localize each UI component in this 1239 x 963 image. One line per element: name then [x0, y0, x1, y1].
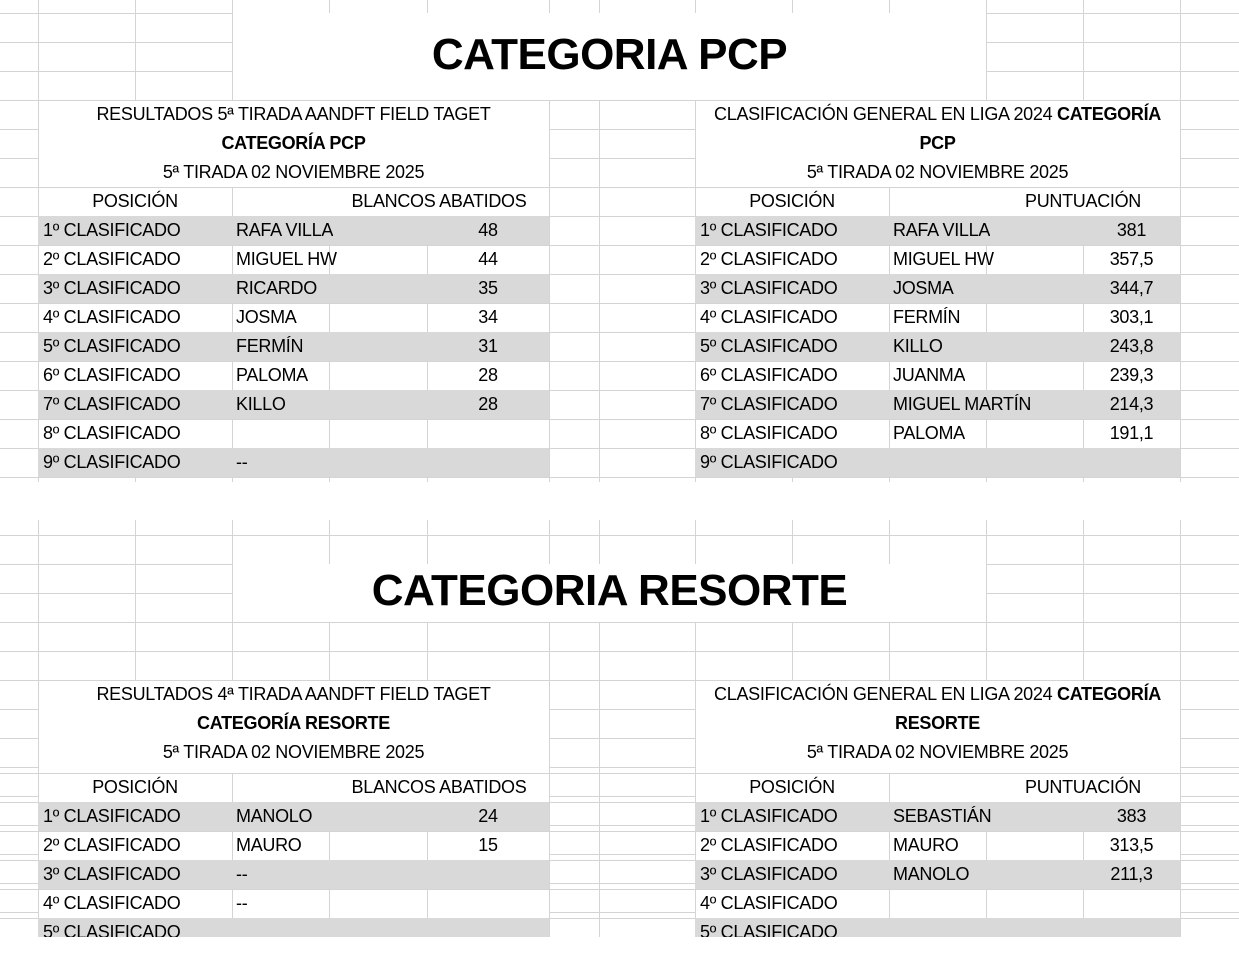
table-subheading: CATEGORÍA RESORTE: [197, 713, 390, 733]
name-cell: MANOLO: [236, 806, 313, 826]
table-date: 5ª TIRADA 02 NOVIEMBRE 2025: [162, 162, 425, 182]
name-cell: --: [236, 893, 248, 913]
table-heading: [695, 680, 1180, 709]
value-cell: 191,1: [1109, 423, 1154, 443]
name-cell: MAURO: [893, 835, 959, 855]
value-cell: 44: [478, 249, 498, 269]
name-cell: PALOMA: [893, 423, 965, 443]
table-subheading: RESORTE: [895, 713, 980, 733]
column-header-position: POSICIÓN: [749, 191, 835, 211]
name-cell: MIGUEL HW: [236, 249, 337, 269]
heading-bold-text: CATEGORÍA: [1057, 104, 1161, 124]
heading-text: CLASIFICACIÓN GENERAL EN LIGA 2024: [714, 684, 1057, 704]
value-cell: 211,3: [1110, 864, 1153, 884]
name-cell: MAURO: [236, 835, 302, 855]
value-cell: 28: [478, 394, 498, 414]
name-cell: FERMÍN: [893, 307, 961, 327]
value-cell: 383: [1116, 806, 1147, 826]
table-date: 5ª TIRADA 02 NOVIEMBRE 2025: [806, 742, 1069, 762]
table-heading: [695, 100, 1180, 129]
value-cell: [427, 860, 549, 889]
value-cell: 313,5: [1109, 835, 1154, 855]
gridline: [1180, 0, 1181, 482]
position-cell: 2º CLASIFICADO: [43, 835, 181, 855]
name-cell: JOSMA: [893, 278, 954, 298]
value-cell: 24: [478, 806, 498, 826]
value-cell: 243,8: [1109, 336, 1154, 356]
position-cell: 3º CLASIFICADO: [700, 864, 838, 884]
section-title: CATEGORIA RESORTE: [371, 566, 848, 615]
heading-bold-text: CATEGORÍA: [1057, 684, 1161, 704]
value-cell: 344,7: [1109, 278, 1154, 298]
column-header-position: POSICIÓN: [92, 191, 178, 211]
value-cell: 48: [478, 220, 498, 240]
position-cell: 1º CLASIFICADO: [700, 220, 838, 240]
name-cell: SEBASTIÁN: [893, 806, 992, 826]
position-cell: 7º CLASIFICADO: [700, 394, 838, 414]
name-cell: MANOLO: [893, 864, 970, 884]
value-cell: 239,3: [1109, 365, 1154, 385]
name-cell: JOSMA: [236, 307, 297, 327]
name-cell: --: [236, 864, 248, 884]
value-cell: 15: [478, 835, 498, 855]
position-cell: 2º CLASIFICADO: [43, 249, 181, 269]
gridline: [0, 622, 1239, 623]
heading-text: CLASIFICACIÓN GENERAL EN LIGA 2024: [714, 104, 1057, 124]
position-cell: 4º CLASIFICADO: [43, 307, 181, 327]
position-cell: 5º CLASIFICADO: [700, 922, 838, 937]
gridline: [0, 651, 1239, 652]
position-cell: 6º CLASIFICADO: [43, 365, 181, 385]
name-cell: KILLO: [236, 394, 286, 414]
position-cell: 5º CLASIFICADO: [43, 336, 181, 356]
value-cell: [427, 419, 549, 448]
name-cell: PALOMA: [236, 365, 308, 385]
name-cell: RICARDO: [236, 278, 317, 298]
position-cell: 5º CLASIFICADO: [700, 336, 838, 356]
name-cell: FERMÍN: [236, 336, 304, 356]
name-cell: RAFA VILLA: [236, 220, 334, 240]
gridline: [232, 773, 233, 802]
name-cell: --: [236, 452, 248, 472]
column-header-value: BLANCOS ABATIDOS: [351, 191, 527, 211]
position-cell: 8º CLASIFICADO: [700, 423, 838, 443]
value-cell: 35: [478, 278, 498, 298]
value-cell: [1083, 448, 1180, 477]
value-cell: 34: [478, 307, 498, 327]
name-cell: JUANMA: [893, 365, 966, 385]
value-cell: 31: [478, 336, 498, 356]
value-cell: [427, 889, 549, 918]
column-header-position: POSICIÓN: [749, 777, 835, 797]
gridline: [889, 773, 890, 802]
value-cell: [427, 918, 549, 937]
table-date: 5ª TIRADA 02 NOVIEMBRE 2025: [806, 162, 1069, 182]
position-cell: 4º CLASIFICADO: [700, 307, 838, 327]
position-cell: 7º CLASIFICADO: [43, 394, 181, 414]
table-date: 5ª TIRADA 02 NOVIEMBRE 2025: [162, 742, 425, 762]
table-heading: RESULTADOS 4ª TIRADA AANDFT FIELD TAGET: [96, 684, 491, 704]
position-cell: 4º CLASIFICADO: [700, 893, 838, 913]
position-cell: 9º CLASIFICADO: [700, 452, 838, 472]
column-header-position: POSICIÓN: [92, 777, 178, 797]
position-cell: 6º CLASIFICADO: [700, 365, 838, 385]
gridline: [0, 535, 1239, 536]
position-cell: 1º CLASIFICADO: [43, 806, 181, 826]
gridline: [889, 187, 890, 216]
position-cell: 3º CLASIFICADO: [43, 864, 181, 884]
table-subheading: CATEGORÍA PCP: [221, 133, 366, 153]
position-cell: 9º CLASIFICADO: [43, 452, 181, 472]
column-header-value: PUNTUACIÓN: [1024, 777, 1141, 797]
value-cell: 357,5: [1109, 249, 1154, 269]
name-cell: RAFA VILLA: [893, 220, 991, 240]
column-header-value: BLANCOS ABATIDOS: [351, 777, 527, 797]
position-cell: 3º CLASIFICADO: [43, 278, 181, 298]
value-cell: 381: [1116, 220, 1147, 240]
value-cell: [1083, 889, 1180, 918]
value-cell: [1083, 918, 1180, 937]
name-cell: MIGUEL HW: [893, 249, 994, 269]
gridline: [0, 477, 1239, 478]
position-cell: 1º CLASIFICADO: [43, 220, 181, 240]
position-cell: 3º CLASIFICADO: [700, 278, 838, 298]
name-cell: MIGUEL MARTÍN: [893, 394, 1032, 414]
value-cell: [427, 448, 549, 477]
position-cell: 2º CLASIFICADO: [700, 249, 838, 269]
table-subheading: PCP: [919, 133, 956, 153]
value-cell: 28: [478, 365, 498, 385]
value-cell: 214,3: [1109, 394, 1154, 414]
gridline: [232, 187, 233, 216]
column-header-value: PUNTUACIÓN: [1024, 191, 1141, 211]
value-cell: 303,1: [1109, 307, 1154, 327]
table-heading: RESULTADOS 5ª TIRADA AANDFT FIELD TAGET: [96, 104, 491, 124]
gridline: [1180, 520, 1181, 937]
section-title: CATEGORIA PCP: [431, 29, 788, 79]
position-cell: 5º CLASIFICADO: [43, 922, 181, 937]
position-cell: 4º CLASIFICADO: [43, 893, 181, 913]
position-cell: 1º CLASIFICADO: [700, 806, 838, 826]
name-cell: KILLO: [893, 336, 943, 356]
position-cell: 2º CLASIFICADO: [700, 835, 838, 855]
position-cell: 8º CLASIFICADO: [43, 423, 181, 443]
